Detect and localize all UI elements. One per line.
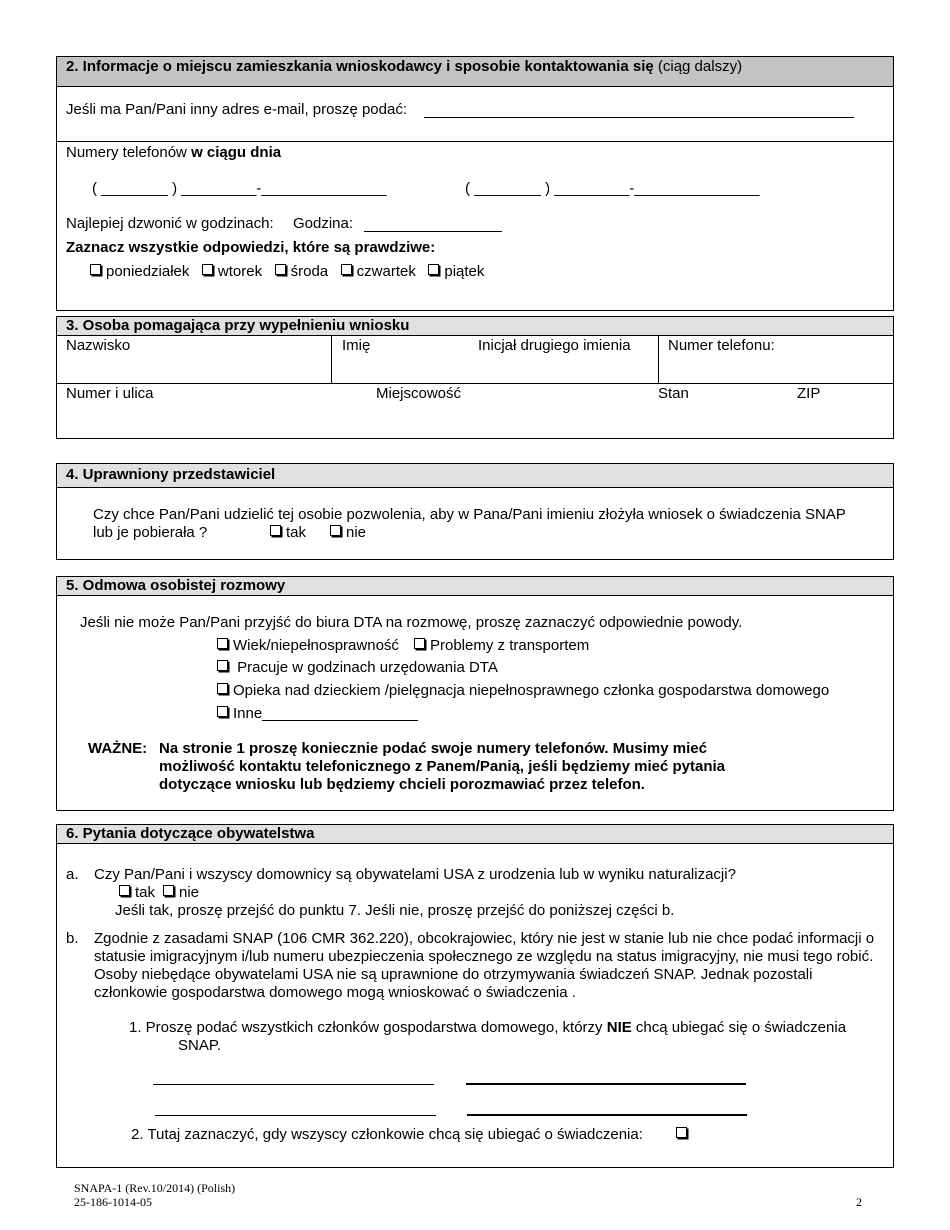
checkbox-icon xyxy=(217,660,228,671)
section-3-vdivider-1 xyxy=(331,336,332,383)
reason-label: Inne xyxy=(233,705,263,722)
checkbox-icon xyxy=(90,264,101,275)
representative-question: Czy chce Pan/Pani udzielić tej osobie pozwolenia, aby w Pana/Pani imieniu złożyła wniosek o świadczenia SNAP xyxy=(93,506,846,523)
phones-label-text: Numery telefonów xyxy=(66,144,187,161)
member-name-field-4[interactable] xyxy=(467,1114,747,1116)
item-1-post: chcą ubiegać się o świadczenia xyxy=(635,1019,847,1036)
member-name-field-1[interactable] xyxy=(153,1084,434,1085)
section-3-title: 3. Osoba pomagająca przy wypełnieniu wniosku xyxy=(66,317,410,334)
item-1-pre: 1. Proszę podać wszystkich członków gospodarstwa domowego, którzy xyxy=(129,1019,603,1036)
checkbox-icon xyxy=(119,885,130,896)
item-1-text xyxy=(129,1019,846,1036)
reason-work-checkbox[interactable] xyxy=(217,659,498,676)
important-label: WAŻNE: xyxy=(88,740,148,757)
checkbox-icon xyxy=(330,525,341,536)
question-a-no-checkbox[interactable] xyxy=(163,884,199,901)
reason-age-checkbox[interactable] xyxy=(217,637,399,654)
helper-first-name-field[interactable]: Imię xyxy=(342,337,371,354)
checkbox-icon xyxy=(217,638,228,649)
important-line-3: dotyczące wniosku lub będziemy chcieli porozmawiać przez telefon. xyxy=(159,776,645,793)
question-a-instruction: Jeśli tak, proszę przejść do punktu 7. Jeśli nie, proszę przejść do poniższej części b. xyxy=(115,902,675,919)
footer-form-id: SNAPA-1 (Rev.10/2014) (Polish) xyxy=(74,1181,236,1195)
all-apply-checkbox[interactable] xyxy=(676,1126,692,1143)
reason-care-checkbox[interactable] xyxy=(217,682,829,699)
question-a-yes-checkbox[interactable] xyxy=(119,884,155,901)
section-6-title: 6. Pytania dotyczące obywatelstwa xyxy=(66,825,315,842)
checkbox-wednesday[interactable] xyxy=(275,263,329,280)
checkbox-icon xyxy=(414,638,425,649)
checkbox-icon xyxy=(163,885,174,896)
checkbox-friday[interactable] xyxy=(428,263,484,280)
helper-phone-field[interactable]: Numer telefonu: xyxy=(668,337,775,354)
representative-no-checkbox[interactable] xyxy=(330,524,366,541)
phones-label xyxy=(66,144,281,161)
item-1-cont: SNAP. xyxy=(178,1037,222,1054)
checkbox-icon xyxy=(217,706,228,717)
reason-label: Opieka nad dzieckiem /pielęgnacja niepełnosprawnego członka gospodarstwa domowego xyxy=(233,682,830,699)
phones-label-bold: w ciągu dnia xyxy=(191,144,282,161)
section-2-title xyxy=(66,58,742,75)
interview-waiver-intro: Jeśli nie może Pan/Pani przyjść do biura DTA na rozmowę, proszę zaznaczyć odpowiednie powody. xyxy=(80,614,743,631)
checkbox-icon xyxy=(341,264,352,275)
day-label: czwartek xyxy=(356,263,416,280)
checkbox-icon xyxy=(217,683,228,694)
reason-other-field[interactable] xyxy=(262,720,418,721)
section-2-title-bold: 2. Informacje o miejscu zamieszkania wnioskodawcy i sposobie kontaktowania się xyxy=(66,58,654,75)
day-label: wtorek xyxy=(217,263,263,280)
member-name-field-2[interactable] xyxy=(466,1083,746,1085)
question-a-text: Czy Pan/Pani i wszyscy domownicy są obywatelami USA z urodzenia lub w wyniku naturalizacji? xyxy=(94,866,736,883)
checkbox-icon xyxy=(428,264,439,275)
no-label: nie xyxy=(179,884,200,901)
helper-street-field[interactable]: Numer i ulica xyxy=(66,385,154,402)
checkbox-monday[interactable] xyxy=(90,263,189,280)
phone-field-1[interactable]: ( ________ ) _________-_______________ xyxy=(92,180,387,197)
day-label: środa xyxy=(290,263,329,280)
item-2-text: 2. Tutaj zaznaczyć, gdy wszyscy członkowie chcą się ubiegać o świadczenia: xyxy=(131,1126,643,1143)
checkbox-tuesday[interactable] xyxy=(202,263,262,280)
checkbox-icon xyxy=(275,264,286,275)
check-all-label: Zaznacz wszystkie odpowiedzi, które są prawdziwe: xyxy=(66,239,436,256)
best-time-label: Najlepiej dzwonić w godzinach: xyxy=(66,215,274,232)
section-2-title-suffix: (ciąg dalszy) xyxy=(657,58,743,75)
helper-state-field[interactable]: Stan xyxy=(658,385,689,402)
helper-zip-field[interactable]: ZIP xyxy=(797,385,821,402)
section-3-divider xyxy=(57,383,893,384)
day-label: poniedziałek xyxy=(106,263,190,280)
section-4-title: 4. Uprawniony przedstawiciel xyxy=(66,466,276,483)
important-line-1: Na stronie 1 proszę koniecznie podać swoje numery telefonów. Musimy mieć xyxy=(159,740,707,757)
question-b-text: Zgodnie z zasadami SNAP (106 CMR 362.220), obcokrajowiec, który nie jest w stanie lub nie chce podać informacji o statusie imigracyjnym i/lub numeru ubezpieczenia społecznego ze względu na status imigracyjny, nie musi tego robić. Osoby niebędące obywatelami USA nie są uprawnione do otrzymywania świadczeń SNAP. Jednak pozostali członkowie gospodarstwa domowego mogą wnioskować o świadczenia . xyxy=(94,930,875,1001)
hour-field[interactable] xyxy=(364,231,502,232)
item-1-bold: NIE xyxy=(606,1019,632,1036)
yes-label: tak xyxy=(286,524,307,541)
email-label: Jeśli ma Pan/Pani inny adres e-mail, proszę podać: xyxy=(66,101,408,118)
section-3-vdivider-2 xyxy=(658,336,659,383)
checkbox-icon xyxy=(202,264,213,275)
representative-question-cont: lub je pobierała ? xyxy=(93,524,208,541)
day-label: piątek xyxy=(444,263,485,280)
question-a-label: a. xyxy=(66,866,79,883)
reason-label: Pracuje w godzinach urzędowania DTA xyxy=(237,659,498,676)
email-field[interactable] xyxy=(424,117,854,118)
footer-form-number: 25-186-1014-05 xyxy=(74,1195,152,1209)
checkbox-icon xyxy=(676,1127,687,1138)
yes-label: tak xyxy=(135,884,156,901)
phone-field-2[interactable]: ( ________ ) _________-_______________ xyxy=(465,180,760,197)
checkbox-thursday[interactable] xyxy=(341,263,416,280)
no-label: nie xyxy=(346,524,367,541)
member-name-field-3[interactable] xyxy=(155,1115,436,1116)
reason-transport-checkbox[interactable] xyxy=(414,637,589,654)
question-b-label: b. xyxy=(66,930,79,947)
helper-middle-initial-field[interactable]: Inicjał drugiego imienia xyxy=(478,337,631,354)
helper-surname-field[interactable]: Nazwisko xyxy=(66,337,131,354)
reason-other-checkbox[interactable] xyxy=(217,705,262,722)
important-line-2: możliwość kontaktu telefonicznego z Panem/Panią, jeśli będziemy mieć pytania xyxy=(159,758,725,775)
helper-city-field[interactable]: Miejscowość xyxy=(376,385,462,402)
reason-label: Problemy z transportem xyxy=(430,637,590,654)
section-5-title: 5. Odmowa osobistej rozmowy xyxy=(66,577,286,594)
representative-yes-checkbox[interactable] xyxy=(270,524,306,541)
hour-label: Godzina: xyxy=(293,215,354,232)
section-2-divider xyxy=(57,141,893,142)
days-row xyxy=(90,263,484,280)
reason-label: Wiek/niepełnosprawność xyxy=(233,637,399,654)
page-number: 2 xyxy=(856,1195,862,1209)
checkbox-icon xyxy=(270,525,281,536)
